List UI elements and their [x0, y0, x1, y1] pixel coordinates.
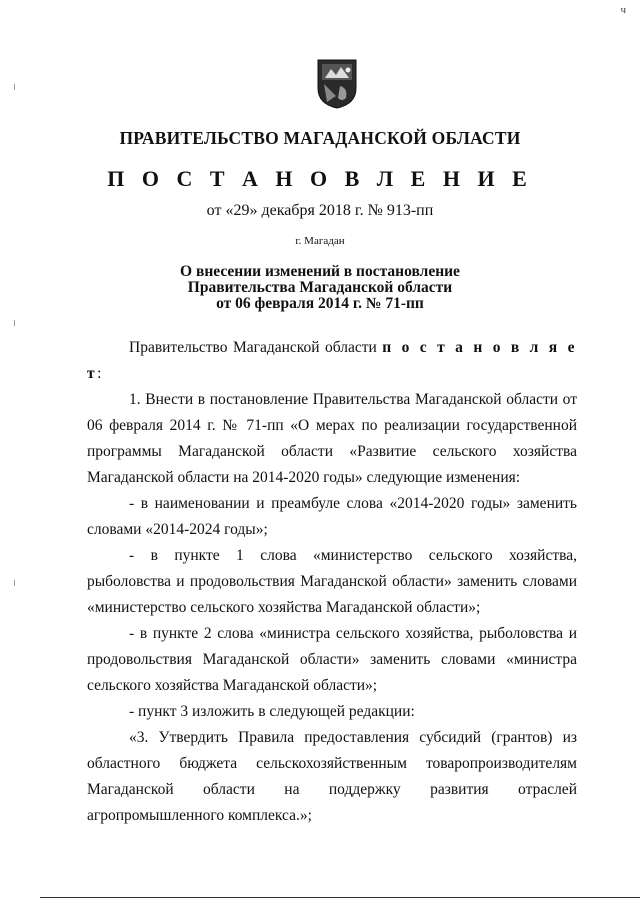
- scan-artifact: [14, 320, 15, 326]
- document-date-number: от «29» декабря 2018 г. № 913-пп: [206, 202, 434, 219]
- paragraph-amendment-point-3: - пункт 3 изложить в следующей редакции:: [129, 703, 415, 720]
- paragraph-new-point-3: «3. Утвердить Правила предоставления субсидий (грантов) из областного бюджета сельскохозяйственным товаропроизводителям Магаданской области на поддержку развития отраслей агропромышленного комплекса.»;: [87, 729, 577, 824]
- document-subject: [0, 264, 640, 312]
- preamble-lead: Правительство Магаданской области: [129, 339, 383, 356]
- org-name: ПРАВИТЕЛЬСТВО МАГАДАНСКОЙ ОБЛАСТИ: [119, 128, 521, 148]
- paragraph-item-1: 1. Внести в постановление Правительства Магаданской области от 06 февраля 2014 г. № 71-пп «О мерах по реализации государственной программы Магаданской области «Развитие сельского хозяйства Магаданской области на 2014-2020 годы» следующие изменения:: [87, 391, 577, 486]
- scan-artifact: [14, 580, 15, 586]
- corner-mark: ч: [620, 4, 626, 16]
- preamble-decree-word: п о с т а н о в л я е т: [87, 339, 578, 382]
- preamble-paragraph: [87, 335, 577, 387]
- paragraph-amendment-point-1: - в пункте 1 слова «министерство сельского хозяйства, рыболовства и продовольствия Магаданской области» заменить словами «министерство сельского хозяйства Магаданской области»;: [87, 547, 577, 616]
- subject-line: Правительства Магаданской области: [187, 279, 453, 296]
- paragraph-amendment-name: - в наименовании и преамбуле слова «2014-2020 годы» заменить словами «2014-2024 годы»;: [87, 495, 577, 538]
- page-bottom-rule: [40, 897, 640, 898]
- subject-line: О внесении изменений в постановление: [180, 263, 460, 280]
- scan-artifact: [14, 84, 15, 90]
- document-body: [87, 335, 577, 829]
- preamble-tail: :: [97, 365, 102, 382]
- document-city: г. Магадан: [295, 235, 345, 247]
- paragraph-amendment-point-2: - в пункте 2 слова «министра сельского хозяйства, рыболовства и продовольствия Магаданской области» заменить словами «министра сельского хозяйства Магаданской области»;: [87, 625, 577, 694]
- document-type: П О С Т А Н О В Л Е Н И Е: [107, 166, 533, 191]
- subject-line: от 06 февраля 2014 г. № 71-пп: [216, 295, 424, 312]
- magadan-coat-of-arms-icon: [316, 58, 358, 110]
